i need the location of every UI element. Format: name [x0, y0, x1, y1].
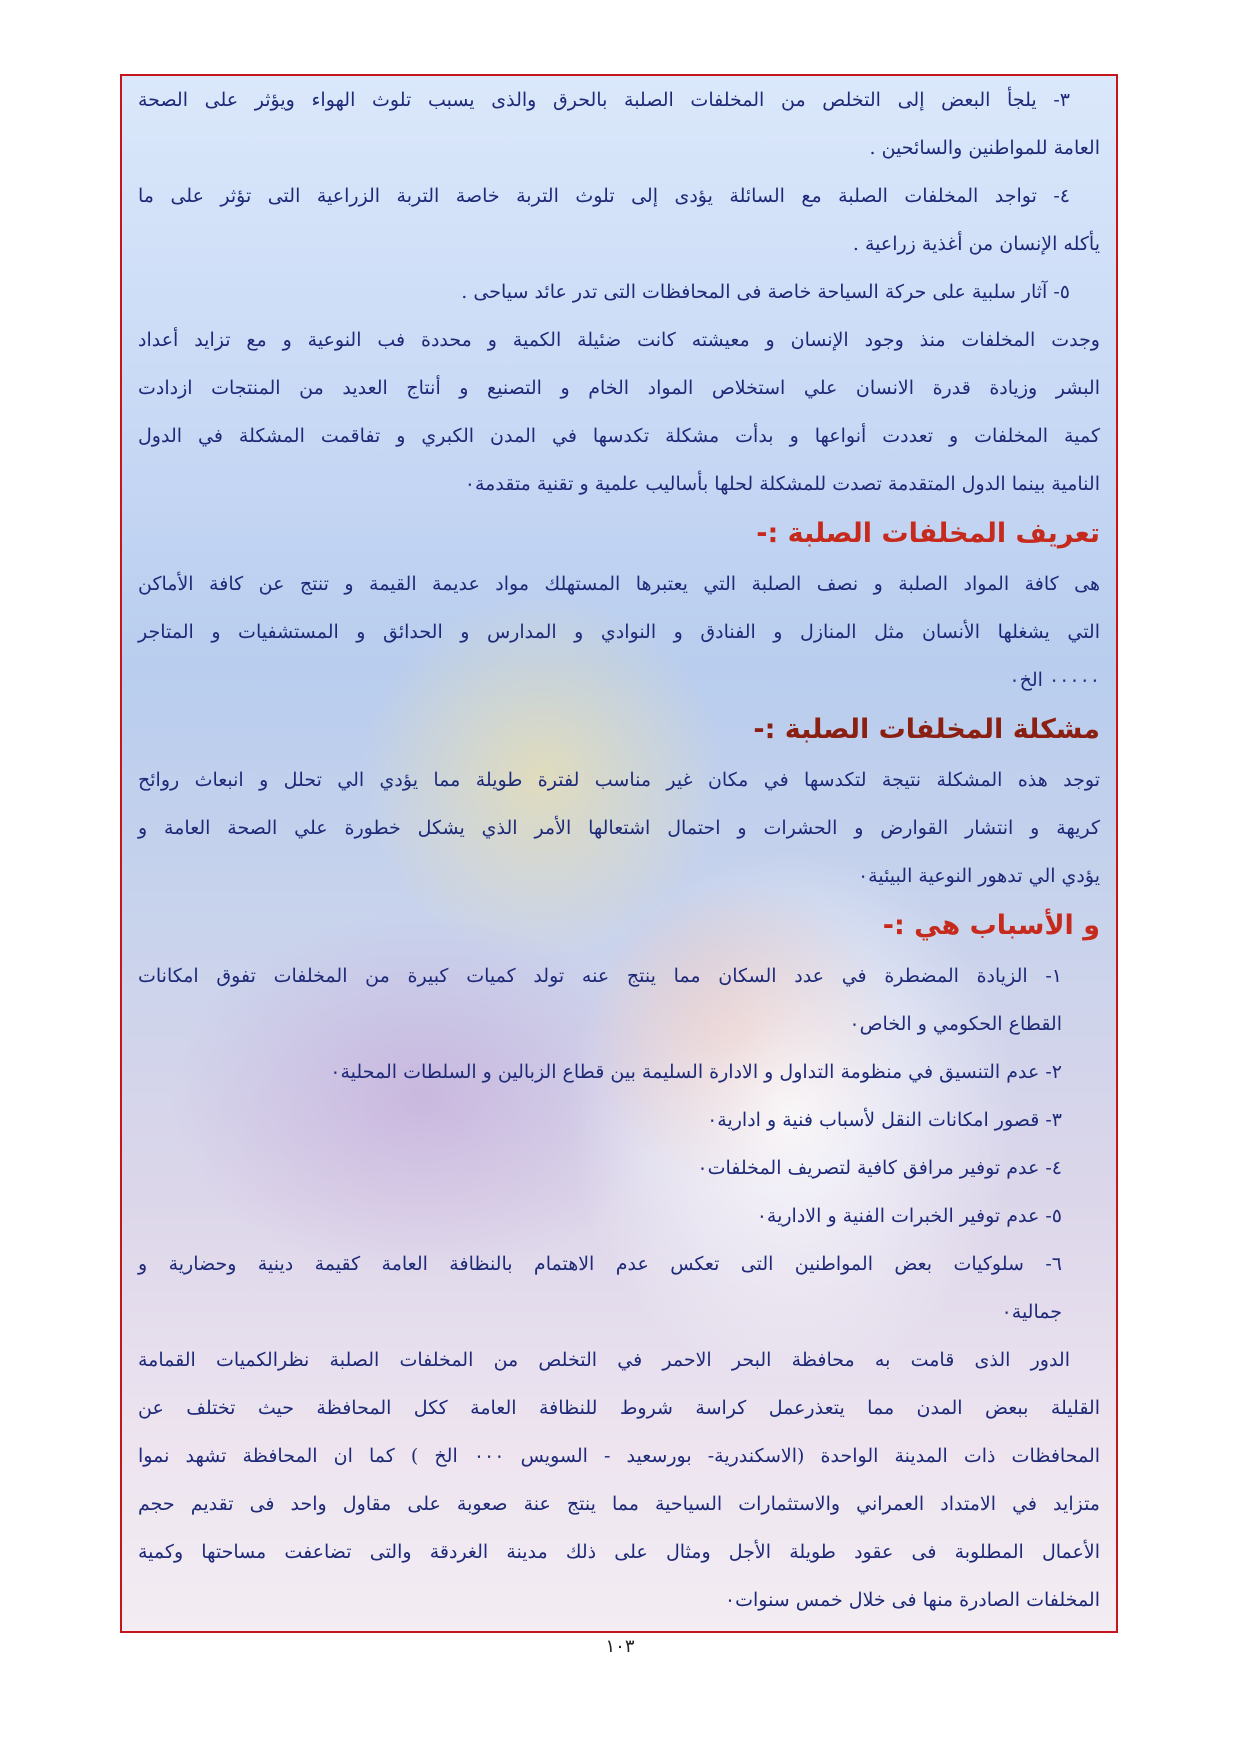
text-line: ٠٠٠٠٠ الخ٠	[1009, 669, 1100, 691]
list-item: ٢- عدم التنسيق في منظومة التداول و الادارة السليمة بين قطاع الزبالين و السلطات المحلية٠	[330, 1061, 1062, 1083]
text-line: ٣- يلجأ البعض إلى التخلص من المخلفات الصلبة بالحرق والذى يسبب تلوث الهواء ويؤثر على الصحة	[138, 89, 1070, 111]
text-line: كريهة و انتشار القوارض و الحشرات و احتمال اشتعالها الأمر الذي يشكل خطورة علي الصحة العامة و	[138, 817, 1100, 839]
text-line: يأكله الإنسان من أغذية زراعية .	[852, 233, 1100, 255]
text-line: هى كافة المواد الصلبة و نصف الصلبة التي يعتبرها المستهلك مواد عديمة القيمة و تنتج عن كافة الأماكن	[138, 573, 1100, 595]
text-line: البشر وزيادة قدرة الانسان علي استخلاص المواد الخام و التصنيع و أنتاج العديد من المنتجات ازدادت	[138, 377, 1100, 399]
text-line: وجدت المخلفات منذ وجود الإنسان و معيشته كانت ضئيلة الكمية و محددة فب النوعية و مع تزايد أعداد	[138, 329, 1100, 351]
section-heading-problem: مشكلة المخلفات الصلبة :-	[753, 714, 1100, 745]
text-line: المخلفات الصادرة منها فى خلال خمس سنوات٠	[724, 1589, 1100, 1611]
text-line: التي يشغلها الأنسان مثل المنازل و الفنادق و النوادي و المدارس و الحدائق و المستشفيات و المتاجر	[138, 621, 1100, 643]
text-line: العامة للمواطنين والسائحين .	[869, 137, 1100, 159]
list-item: ٥- عدم توفير الخبرات الفنية و الادارية٠	[756, 1205, 1062, 1227]
text-line: النامية بينما الدول المتقدمة تصدت للمشكلة لحلها بأساليب علمية و تقنية متقدمة٠	[464, 473, 1100, 495]
list-item: ١- الزيادة المضطرة في عدد السكان مما ينتج عنه تولد كميات كبيرة من المخلفات تفوق امكانات	[138, 965, 1062, 987]
text-line: متزايد في الامتداد العمراني والاستثمارات السياحية مما ينتج عنة صعوبة على مقاول واحد فى تقديم حجم	[138, 1493, 1100, 1515]
text-line: كمية المخلفات و تعددت أنواعها و بدأت مشكلة تكدسها في المدن الكبري و تفاقمت المشكلة في الدول	[138, 425, 1100, 447]
list-item: ٣- قصور امكانات النقل لأسباب فنية و ادارية٠	[707, 1109, 1062, 1131]
text-line: المحافظات ذات المدينة الواحدة (الاسكندرية- بورسعيد - السويس ٠٠٠ الخ ) كما ان المحافظة تشهد نموا	[138, 1445, 1101, 1467]
text-line: يؤدي الي تدهور النوعية البيئية٠	[857, 865, 1100, 887]
text-line: ٥- آثار سلبية على حركة السياحة خاصة فى المحافظات التى تدر عائد سياحى .	[461, 281, 1070, 303]
text-line: توجد هذه المشكلة نتيجة لتكدسها في مكان غير مناسب لفترة طويلة مما يؤدي الي تحلل و انبعاث روائح	[138, 769, 1100, 791]
text-line: الأعمال المطلوبة فى عقود طويلة الأجل ومثال على ذلك مدينة الغردقة والتى تضاعفت مساحتها وكمية	[138, 1541, 1100, 1563]
list-item: ٦- سلوكيات بعض المواطنين التى تعكس عدم الاهتمام بالنظافة العامة كقيمة دينية وحضارية و	[138, 1253, 1062, 1275]
section-heading-definition: تعريف المخلفات الصلبة :-	[756, 518, 1100, 549]
text-line: ٤- تواجد المخلفات الصلبة مع السائلة يؤدى إلى تلوث التربة خاصة التربة الزراعية التى تؤثر على ما	[138, 185, 1070, 207]
page-content	[138, 76, 1100, 1624]
page-number: ١٠٣	[605, 1636, 635, 1657]
text-line: الدور الذى قامت به محافظة البحر الاحمر في التخلص من المخلفات الصلبة نظرالكميات القمامة	[138, 1349, 1070, 1371]
list-item-continuation: جمالية٠	[1001, 1301, 1062, 1323]
list-item: ٤- عدم توفير مرافق كافية لتصريف المخلفات٠	[697, 1157, 1062, 1179]
list-item-continuation: القطاع الحكومي و الخاص٠	[849, 1013, 1062, 1035]
page-frame	[120, 74, 1118, 1633]
section-heading-causes: و الأسباب هي :-	[882, 910, 1100, 941]
text-line: القليلة ببعض المدن مما يتعذرعمل كراسة شروط للنظافة العامة ككل المحافظة حيث تختلف عن	[138, 1397, 1100, 1419]
